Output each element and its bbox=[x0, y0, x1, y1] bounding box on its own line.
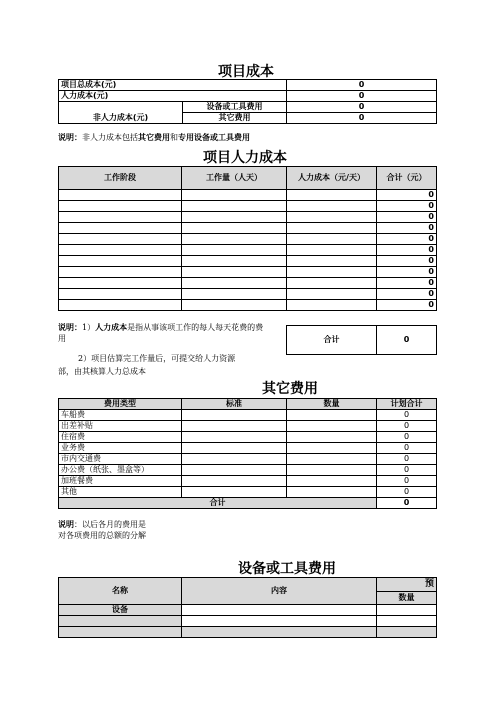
other-row-type: 市内交通费 bbox=[59, 454, 182, 465]
note-labor: 说明：1）人力成本是指从事该项工作的每人每天花费的费 用 bbox=[58, 323, 264, 343]
labor-row-total: 0 bbox=[377, 289, 437, 300]
other-row bbox=[59, 487, 437, 498]
labor-row bbox=[59, 190, 437, 201]
labor-row bbox=[59, 223, 437, 234]
other-table bbox=[58, 398, 437, 509]
other-total-value: 0 bbox=[377, 498, 437, 509]
other-row-total: 0 bbox=[377, 432, 437, 443]
labor-header-rate: 人力成本（元/天） bbox=[287, 167, 377, 190]
labor-row-total: 0 bbox=[377, 201, 437, 212]
labor-row-total: 0 bbox=[377, 190, 437, 201]
labor-row bbox=[59, 234, 437, 245]
other-row-type: 出差补贴 bbox=[59, 421, 182, 432]
other-row bbox=[59, 454, 437, 465]
other-header-type: 费用类型 bbox=[59, 399, 182, 410]
labor-row bbox=[59, 245, 437, 256]
total-cost-value: 0 bbox=[287, 80, 437, 91]
summary-table bbox=[58, 79, 437, 124]
other-row-type: 办公费（纸张、墨盒等） bbox=[59, 465, 182, 476]
nonlabor-cost-label: 非人力成本(元) bbox=[59, 113, 183, 124]
other-row bbox=[59, 476, 437, 487]
other-row bbox=[59, 443, 437, 454]
note-nonlabor: 说明：非人力成本包括其它费用和专用设备或工具费用 bbox=[58, 133, 250, 142]
equipment-cost-value: 0 bbox=[287, 102, 437, 113]
labor-header-stage: 工作阶段 bbox=[59, 167, 182, 190]
equipment-table bbox=[58, 577, 437, 638]
labor-row-total: 0 bbox=[377, 212, 437, 223]
other-row-total: 0 bbox=[377, 454, 437, 465]
equip-header-quantity: 数量 bbox=[377, 591, 437, 605]
other-row-type: 其他 bbox=[59, 487, 182, 498]
equip-header-name: 名称 bbox=[59, 578, 182, 605]
other-row-total: 0 bbox=[377, 421, 437, 432]
labor-row-total: 0 bbox=[377, 300, 437, 311]
labor-row-total: 0 bbox=[377, 256, 437, 267]
labor-row bbox=[59, 256, 437, 267]
note-labor-line3: 部，由其核算人力总成本 bbox=[58, 367, 146, 376]
other-header-plan-total: 计划合计 bbox=[377, 399, 437, 410]
labor-total bbox=[286, 325, 437, 355]
other-header-standard: 标准 bbox=[182, 399, 287, 410]
labor-header-total: 合计（元） bbox=[377, 167, 437, 190]
other-row bbox=[59, 432, 437, 443]
labor-cost-value: 0 bbox=[287, 91, 437, 102]
other-row-total: 0 bbox=[377, 443, 437, 454]
equip-row-device: 设备 bbox=[59, 605, 182, 616]
other-row-type: 住宿费 bbox=[59, 432, 182, 443]
labor-cost-label: 人力成本(元) bbox=[59, 91, 287, 102]
other-total-label: 合计 bbox=[59, 498, 377, 509]
labor-total-label: 合计 bbox=[287, 326, 377, 355]
labor-total-value: 0 bbox=[377, 326, 437, 355]
labor-row bbox=[59, 289, 437, 300]
other-row-type: 加班餐费 bbox=[59, 476, 182, 487]
other-row-total: 0 bbox=[377, 465, 437, 476]
other-row bbox=[59, 410, 437, 421]
equipment-cost-label: 设备或工具费用 bbox=[183, 102, 287, 113]
labor-row bbox=[59, 300, 437, 311]
other-row-type: 车船费 bbox=[59, 410, 182, 421]
other-section-title: 其它费用 bbox=[262, 381, 318, 397]
note-other: 说明：以后各月的费用是 对各项费用的总额的分解 bbox=[58, 520, 146, 540]
other-header-quantity: 数量 bbox=[287, 399, 377, 410]
page-title: 项目成本 bbox=[218, 64, 274, 80]
labor-row bbox=[59, 267, 437, 278]
other-cost-label: 其它费用 bbox=[183, 113, 287, 124]
labor-table bbox=[58, 166, 437, 311]
labor-row-total: 0 bbox=[377, 234, 437, 245]
other-row bbox=[59, 421, 437, 432]
labor-row bbox=[59, 278, 437, 289]
other-row bbox=[59, 465, 437, 476]
labor-row bbox=[59, 212, 437, 223]
equip-header-content: 内容 bbox=[182, 578, 377, 605]
equipment-section-title: 设备或工具费用 bbox=[238, 561, 336, 577]
other-cost-value: 0 bbox=[287, 113, 437, 124]
other-row-type: 业务费 bbox=[59, 443, 182, 454]
total-cost-label: 项目总成本(元) bbox=[59, 80, 287, 91]
labor-row-total: 0 bbox=[377, 245, 437, 256]
labor-header-workload: 工作量（人天） bbox=[182, 167, 287, 190]
labor-row-total: 0 bbox=[377, 267, 437, 278]
other-row-total: 0 bbox=[377, 487, 437, 498]
labor-row-total: 0 bbox=[377, 278, 437, 289]
labor-row bbox=[59, 201, 437, 212]
other-row-total: 0 bbox=[377, 476, 437, 487]
labor-section-title: 项目人力成本 bbox=[203, 150, 287, 166]
note-labor-line2: 2）项目估算完工作量后，可提交给人力资源 bbox=[78, 354, 236, 363]
equip-header-cut: 预 bbox=[377, 578, 437, 592]
other-row-total: 0 bbox=[377, 410, 437, 421]
labor-row-total: 0 bbox=[377, 223, 437, 234]
